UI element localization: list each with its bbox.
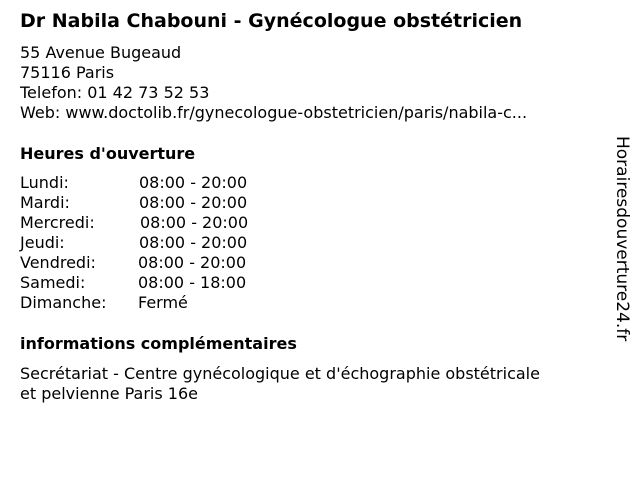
address-street: 55 Avenue Bugeaud <box>20 43 182 62</box>
day-label: Dimanche: <box>20 293 107 312</box>
time-value: 08:00 - 20:00 <box>139 193 248 212</box>
hours-row-friday <box>20 253 320 273</box>
day-label: Samedi: <box>20 273 86 292</box>
hours-row-thursday <box>20 233 320 253</box>
additional-info-heading: informations complémentaires <box>20 334 297 353</box>
hours-row-monday <box>20 173 320 193</box>
hours-row-wednesday <box>20 213 320 233</box>
additional-info-line-2: et pelvienne Paris 16e <box>20 384 198 403</box>
day-label: Mercredi: <box>20 213 95 232</box>
time-value: 08:00 - 20:00 <box>139 233 248 252</box>
address-city: 75116 Paris <box>20 63 115 82</box>
phone-number: Telefon: 01 42 73 52 53 <box>20 83 210 102</box>
time-value: 08:00 - 18:00 <box>138 273 247 292</box>
day-label: Vendredi: <box>20 253 96 272</box>
hours-row-saturday <box>20 273 320 293</box>
doctor-title: Dr Nabila Chabouni - Gynécologue obstétricien <box>20 10 523 32</box>
opening-hours-heading: Heures d'ouverture <box>20 144 196 163</box>
website-link[interactable]: Web: www.doctolib.fr/gynecologue-obstetricien/paris/nabila-c... <box>20 103 528 122</box>
time-value: 08:00 - 20:00 <box>139 173 248 192</box>
day-label: Jeudi: <box>20 233 65 252</box>
time-value: 08:00 - 20:00 <box>140 213 249 232</box>
hours-row-tuesday <box>20 193 320 213</box>
day-label: Mardi: <box>20 193 70 212</box>
time-value: Fermé <box>138 293 188 312</box>
hours-row-sunday <box>20 293 320 313</box>
day-label: Lundi: <box>20 173 69 192</box>
additional-info-line-1: Secrétariat - Centre gynécologique et d'échographie obstétricale <box>20 364 540 383</box>
site-brand-vertical: Horairesdouverture24.fr <box>612 136 632 342</box>
time-value: 08:00 - 20:00 <box>138 253 247 272</box>
